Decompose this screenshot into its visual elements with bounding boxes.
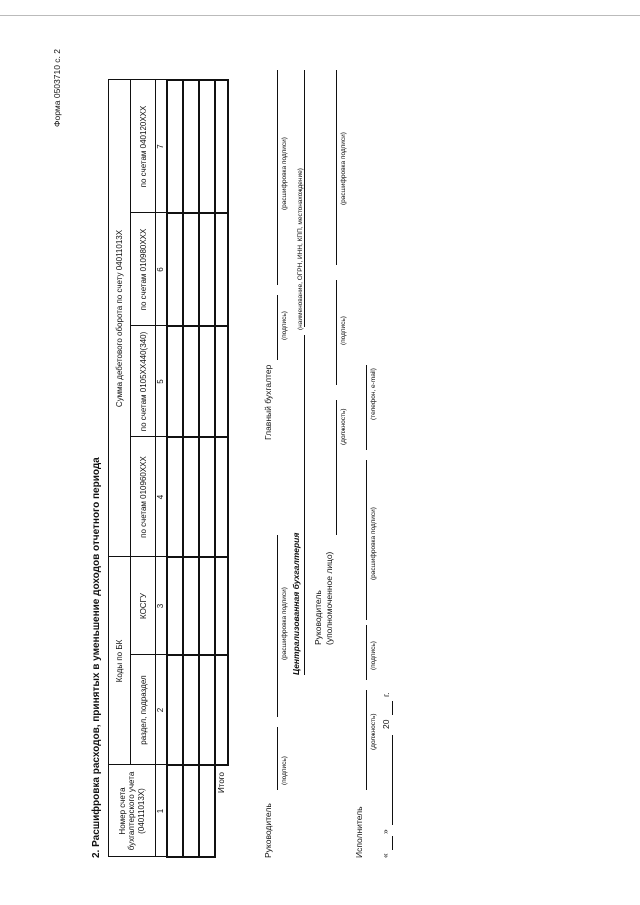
position-caption: (должность) [370,713,377,750]
head-label: Руководитель [263,803,273,858]
bk-codes-header: Коды по БК [109,557,131,765]
org-head-signature-line[interactable] [336,280,337,385]
date-day-line[interactable] [392,836,393,850]
date-quote-open: « [380,853,390,858]
executor-phone-line[interactable] [366,365,367,450]
col-number: 3 [156,557,167,655]
section-subheader: раздел, подраздел [131,655,156,765]
col-number: 5 [156,326,167,437]
date-month-line[interactable] [392,735,393,825]
head-name-line[interactable] [277,535,278,717]
signature-caption: (подпись) [281,311,288,340]
chief-accountant-label: Главный бухгалтер [263,364,273,440]
date-quote-close: » [380,829,390,834]
chief-signature-line[interactable] [277,295,278,360]
signature-caption: (подпись) [281,756,288,785]
org-head-name-line[interactable] [336,70,337,265]
section-title: 2. Расшифровка расходов, принятых в уменьшение доходов отчетного периода [91,457,102,858]
debit-sum-header: Сумма дебетового оборота по счету 04011013Х [109,80,131,557]
name-caption: (расшифровка подписи) [370,507,377,580]
col-number: 2 [156,655,167,765]
chief-name-line[interactable] [277,70,278,285]
acc-040120-subheader: по счетам 040120XXX [131,80,156,213]
col-number: 4 [156,437,167,557]
signature-caption: (подпись) [370,641,377,670]
org-head-label-1: Руководитель [313,590,323,645]
signature-caption: (подпись) [340,316,347,345]
phone-caption: (телефон, e-mail) [370,368,377,420]
acc-010980-subheader: по счетам 010980XXX [131,213,156,326]
position-caption: (должность) [340,408,347,445]
form-code: Форма 0503710 с. 2 [52,48,62,127]
central-accounting-label: Централизованная бухгалтерия [291,532,301,675]
table-row [183,80,199,857]
col-number: 1 [156,765,167,857]
date-year-suffix: г. [381,692,391,697]
org-caption: (наименование, ОГРН, ИНН, КПП, местонахождение) [297,168,304,330]
executor-position-line[interactable] [366,690,367,790]
total-label: Итого [217,772,226,793]
table-row [199,80,215,857]
executor-signature-line[interactable] [366,625,367,680]
col-number: 7 [156,80,167,213]
acc-0105-subheader: по счетам 0105XX440(340) [131,326,156,437]
head-signature-line[interactable] [277,727,278,790]
executor-label: Исполнитель [354,806,364,858]
table-row [167,80,183,857]
kosgu-subheader: КОСГУ [131,557,156,655]
col-number: 6 [156,213,167,326]
org-head-label-2: (уполномоченное лицо) [324,551,334,645]
total-row [215,80,228,857]
org-line[interactable] [304,335,305,675]
name-caption: (расшифровка подписи) [340,132,347,205]
page-edge-rule [0,15,640,16]
name-caption: (расшифровка подписи) [281,137,288,210]
expenses-table [108,79,229,858]
date-year-line[interactable] [392,701,393,715]
col-account-header: Номер счета бухгалтерского учета (04011013Х) [109,765,156,857]
name-caption: (расшифровка подписи) [281,587,288,660]
date-year-prefix: 20 [381,719,391,729]
org-position-line[interactable] [336,400,337,535]
executor-name-line[interactable] [366,460,367,620]
acc-010960-subheader: по счетам 010960XXX [131,437,156,557]
